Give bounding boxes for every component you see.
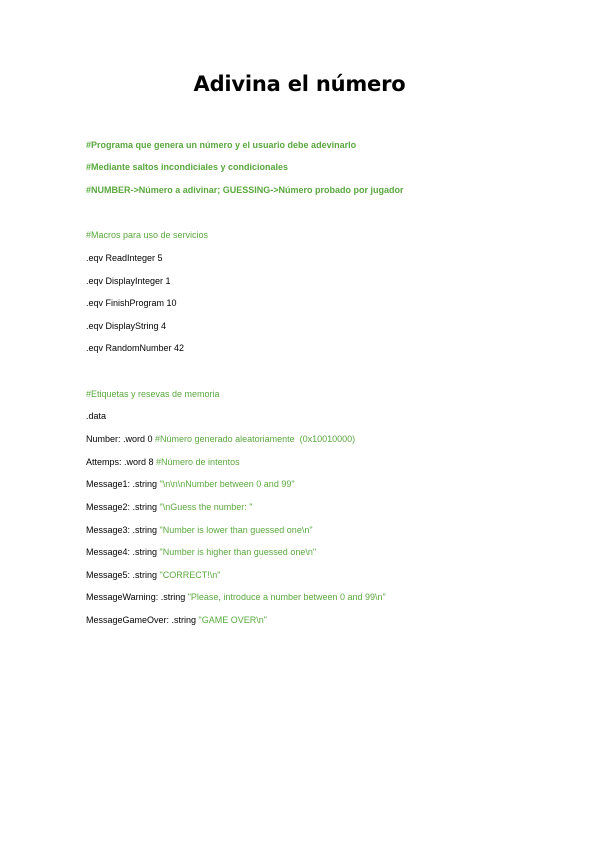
data-line-number [86,433,355,445]
data-line-string: "Please, introduce a number between 0 and 99\n" [187,592,386,602]
macros-comment: #Macros para uso de servicios [86,230,209,240]
macro-line-2: .eqv DisplayInteger 1 [86,276,171,286]
data-line-attemps [86,456,240,468]
data-line-code: MessageWarning: .string [86,592,188,602]
data-line-code: Message4: .string [86,547,160,557]
data-line-string: "Number is lower than guessed one\n" [159,525,313,535]
data-line-message5 [86,569,220,581]
data-line-message1 [86,478,295,490]
data-line-string: "\nGuess the number: " [159,502,253,512]
data-line-code: Message3: .string [86,525,160,535]
header-comment-2: #Mediante saltos incondiciales y condicionales [86,162,289,172]
macro-line-5: .eqv RandomNumber 42 [86,343,185,353]
header-comment-3: #NUMBER->Número a adivinar; GUESSING->Número probado por jugador [86,185,404,195]
macro-line-1: .eqv ReadInteger 5 [86,253,163,263]
data-line-code: MessageGameOver: .string [86,615,199,625]
data-line-string: "Number is higher than guessed one\n" [159,547,317,557]
data-line-message2 [86,501,252,513]
page-title: Adivina el número [193,72,406,96]
data-line-string: "GAME OVER\n" [198,615,267,625]
data-line-code: Message1: .string [86,479,160,489]
data-line-code: Attemps: .word 8 [86,457,157,467]
data-line-comment: #Número generado aleatoriamente (0x10010000) [155,434,356,444]
header-comment-1: #Programa que genera un número y el usuario debe adevinarlo [86,140,357,150]
data-line-string: "\n\n\nNumber between 0 and 99" [159,479,295,489]
macro-line-4: .eqv DisplayString 4 [86,321,167,331]
data-directive: .data [86,411,107,421]
data-line-code: Message5: .string [86,570,160,580]
data-section-comment: #Etiquetas y resevas de memoria [86,389,220,399]
data-line-message-gameover [86,614,267,626]
macro-line-3: .eqv FinishProgram 10 [86,298,177,308]
data-line-code: Number: .word 0 [86,434,156,444]
data-line-comment: #Número de intentos [156,457,240,467]
data-line-message4 [86,546,316,558]
data-line-message3 [86,524,313,536]
data-line-message-warning [86,591,386,603]
data-line-code: Message2: .string [86,502,160,512]
data-line-string: "CORRECT!\n" [159,570,221,580]
